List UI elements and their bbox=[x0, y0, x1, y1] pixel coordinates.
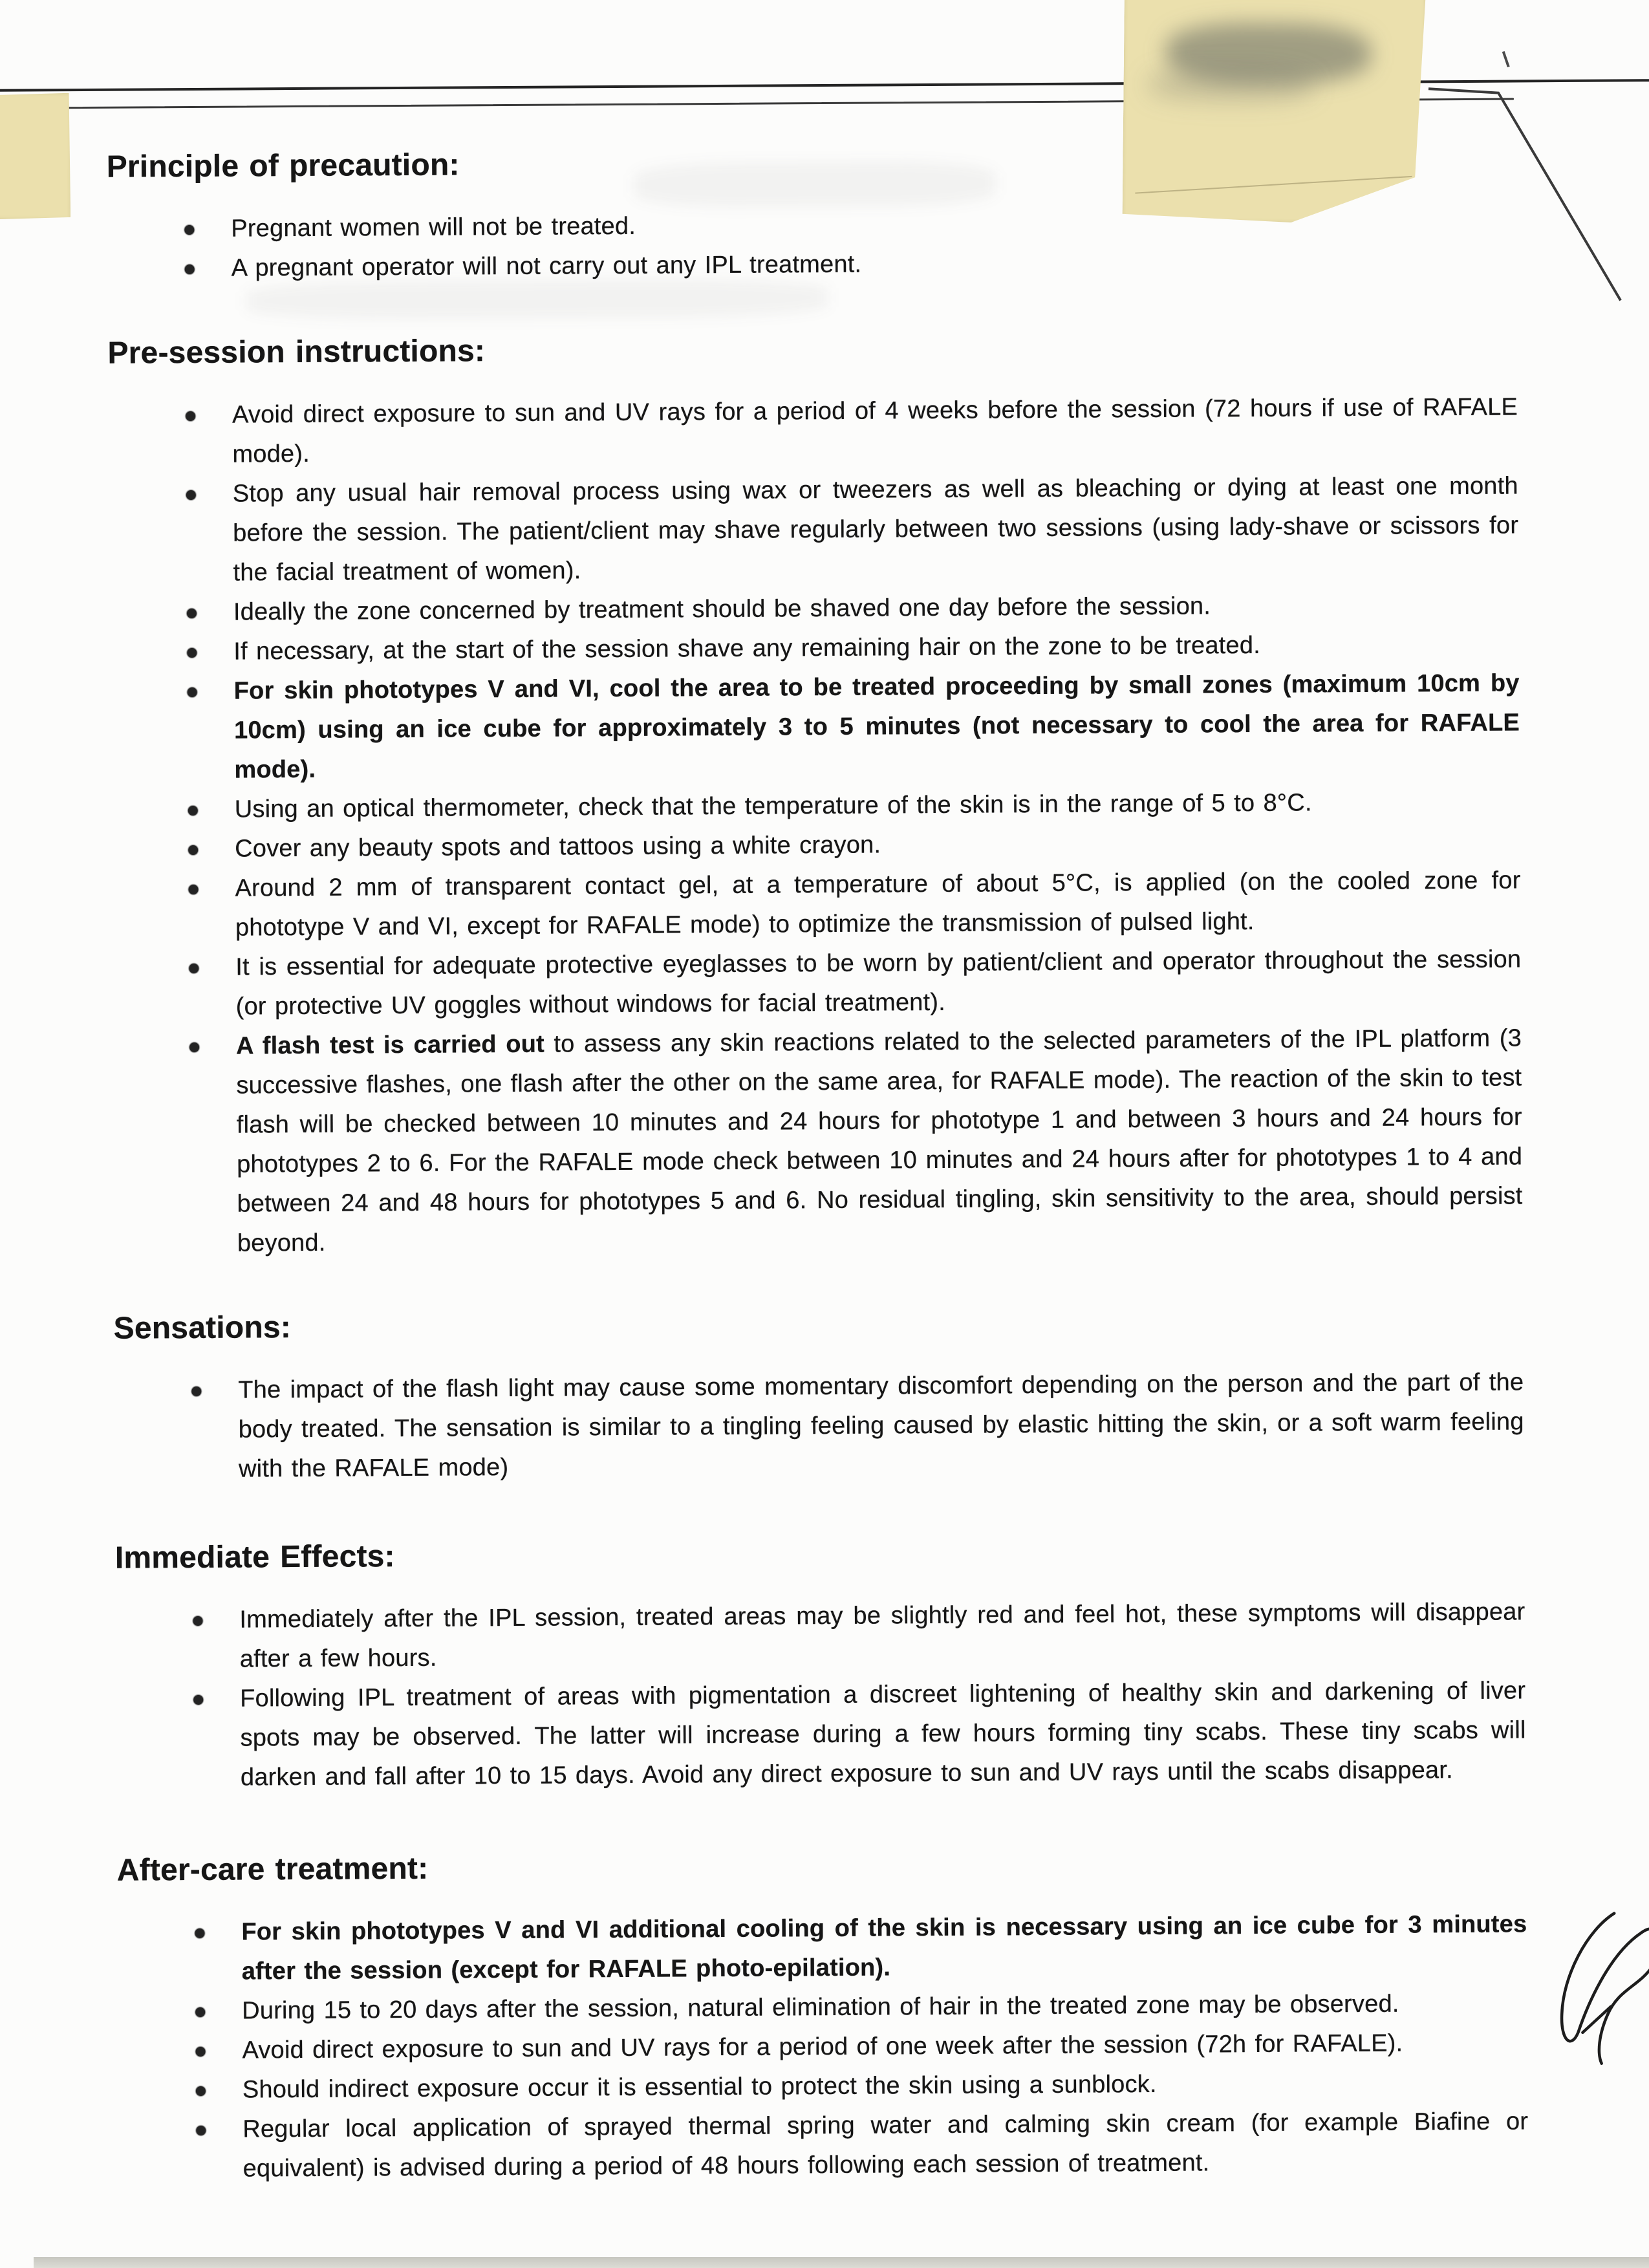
section-heading: Pre-session instructions: bbox=[107, 334, 486, 371]
bullet-text: If necessary, at the start of the session shave any remaining hair on the zone to be treated. bbox=[233, 631, 1261, 665]
bullet-text: It is essential for adequate protective eyeglasses to be worn by patient/client and operator throughout the session (or protective UV goggles without windows for facial treatment). bbox=[235, 945, 1522, 1021]
bullet-dot bbox=[188, 806, 198, 815]
handwritten-signature-mark bbox=[1561, 1913, 1649, 2064]
document-section bbox=[117, 1844, 1529, 2189]
bullet-item bbox=[112, 1019, 1523, 1264]
bullet-text: A pregnant operator will not carry out any IPL treatment. bbox=[231, 250, 862, 282]
bullet-item bbox=[107, 241, 1517, 288]
bullet-list bbox=[107, 201, 1517, 288]
bullet-text: During 15 to 20 days after the session, natural elimination of hair in the treated zone may be observed. bbox=[242, 1990, 1399, 2025]
bullet-item bbox=[109, 664, 1520, 790]
bullet-item bbox=[109, 466, 1519, 593]
document-section bbox=[107, 140, 1517, 288]
bullet-text: For skin phototypes V and VI, cool the area to be treated proceeding by small zones (maximum 10cm by 10cm) using an ice cube for approximately 3 to 5 minutes (not necessary to cool the area for RAFALE mode). bbox=[233, 669, 1520, 784]
bullet-dot bbox=[189, 1042, 199, 1052]
document-body bbox=[107, 140, 1529, 2189]
bullet-text: Regular local application of sprayed thermal spring water and calming skin cream (for example Biafine or equivalent) is advised during a period of 48 hours following each session of treatment. bbox=[242, 2108, 1529, 2183]
bullet-text: Ideally the zone concerned by treatment should be shaved one day before the session. bbox=[233, 592, 1211, 626]
document-section bbox=[107, 327, 1523, 1264]
bullet-item bbox=[111, 861, 1521, 948]
tape-top-left bbox=[0, 92, 71, 220]
bullet-text: Immediately after the IPL session, treated areas may be slightly red and feel hot, these symptoms will disappear after a few hours. bbox=[239, 1598, 1525, 1673]
bullet-dot bbox=[193, 1616, 202, 1626]
bullet-dot bbox=[188, 845, 198, 855]
bullet-list bbox=[108, 387, 1523, 1264]
bullet-item bbox=[108, 387, 1518, 475]
bullet-text: For skin phototypes V and VI additional cooling of the skin is necessary using an ice cube for 3 minutes after the session (except for RAFALE photo-epilation). bbox=[241, 1910, 1527, 1985]
section-heading: Sensations: bbox=[113, 1310, 292, 1346]
document-section bbox=[115, 1531, 1526, 1798]
bullet-dot bbox=[193, 1695, 203, 1705]
bullet-dot bbox=[195, 2047, 205, 2057]
bullet-dot bbox=[185, 265, 195, 274]
bullet-text: Following IPL treatment of areas with pigmentation a discreet lightening of healthy skin and darkening of liver spots may be observed. The latter will increase during a few hours forming tiny scabs. These tiny scabs will darken and fall after 10 to 15 days. Avoid any direct exposure to sun and UV rays until the scabs disappear. bbox=[240, 1677, 1526, 1791]
bullet-list bbox=[117, 1905, 1529, 2189]
bullet-dot bbox=[195, 2007, 205, 2017]
bullet-dot bbox=[196, 2126, 206, 2135]
bullet-dot bbox=[191, 1387, 201, 1396]
bullet-list bbox=[115, 1592, 1526, 1798]
bullet-dot bbox=[187, 609, 197, 618]
bullet-dot bbox=[187, 648, 197, 658]
bullet-item bbox=[114, 1363, 1524, 1489]
bullet-text: Should indirect exposure occur it is essential to protect the skin using a sunblock. bbox=[242, 2070, 1157, 2104]
scan-edge-strip bbox=[34, 2257, 1649, 2268]
bullet-text: The impact of the flash light may cause some momentary discomfort depending on the person and the part of the body treated. The sensation is similar to a tingling feeling caused by elastic hitting the skin, or a soft warm feeling with the RAFALE mode) bbox=[238, 1368, 1524, 1483]
bullet-text: Avoid direct exposure to sun and UV rays for a period of 4 weeks before the session (72 hours if use of RAFALE mode). bbox=[232, 393, 1518, 468]
bullet-text: Avoid direct exposure to sun and UV rays for a period of one week after the session (72h for RAFALE). bbox=[242, 2029, 1403, 2064]
bullet-item bbox=[111, 940, 1522, 1027]
document-section bbox=[114, 1302, 1525, 1489]
bullet-list bbox=[114, 1363, 1524, 1489]
bullet-text: A flash test is carried out to assess any skin reactions related to the selected parameters of the IPL platform (3 successive flashes, one flash after the other on the same area, for RAFALE mode). The reaction of the skin to test flash will be checked between 10 minutes and 24 hours for phototype 1 and between 3 hours and 24 hours for phototypes 2 to 6. For the RAFALE mode check between 10 minutes and 24 hours after for phototypes 1 to 4 and between 24 and 48 hours for phototypes 5 and 6. No residual tingling, skin sensitivity to the area, should persist beyond. bbox=[235, 1024, 1523, 1257]
bullet-item bbox=[115, 1592, 1525, 1679]
bullet-text: Using an optical thermometer, check that the temperature of the skin is in the range of 5 to 8°C. bbox=[234, 789, 1312, 823]
section-heading: Principle of precaution: bbox=[106, 147, 460, 184]
bullet-text: Pregnant women will not be treated. bbox=[231, 212, 636, 243]
small-tick-mark bbox=[1503, 52, 1509, 67]
bullet-dot bbox=[186, 411, 195, 421]
bullet-dot bbox=[188, 687, 197, 697]
bullet-dot bbox=[189, 964, 199, 973]
bullet-dot bbox=[196, 2086, 206, 2096]
bullet-dot bbox=[186, 490, 196, 500]
section-heading: Immediate Effects: bbox=[114, 1539, 395, 1575]
bullet-item bbox=[118, 2102, 1529, 2189]
section-heading: After-care treatment: bbox=[116, 1851, 429, 1888]
bullet-dot bbox=[189, 885, 199, 894]
bullet-text: Cover any beauty spots and tattoos using a white crayon. bbox=[235, 831, 881, 863]
tape-ink-showthrough bbox=[1148, 69, 1314, 103]
bullet-text: Around 2 mm of transparent contact gel, at a temperature of about 5°C, is applied (on the cooled zone for phototype V and VI, except for RAFALE mode) to optimize the transmission of pulsed light. bbox=[235, 867, 1521, 942]
bullet-item bbox=[116, 1671, 1526, 1798]
bullet-dot bbox=[195, 1928, 204, 1938]
bullet-item bbox=[117, 1905, 1527, 1992]
bullet-text: Stop any usual hair removal process using wax or tweezers as well as bleaching or dying at least one month before the session. The patient/client may shave regularly between two sessions (using lady-shave or scissors for the facial treatment of women). bbox=[232, 472, 1519, 587]
bullet-dot bbox=[184, 225, 194, 235]
